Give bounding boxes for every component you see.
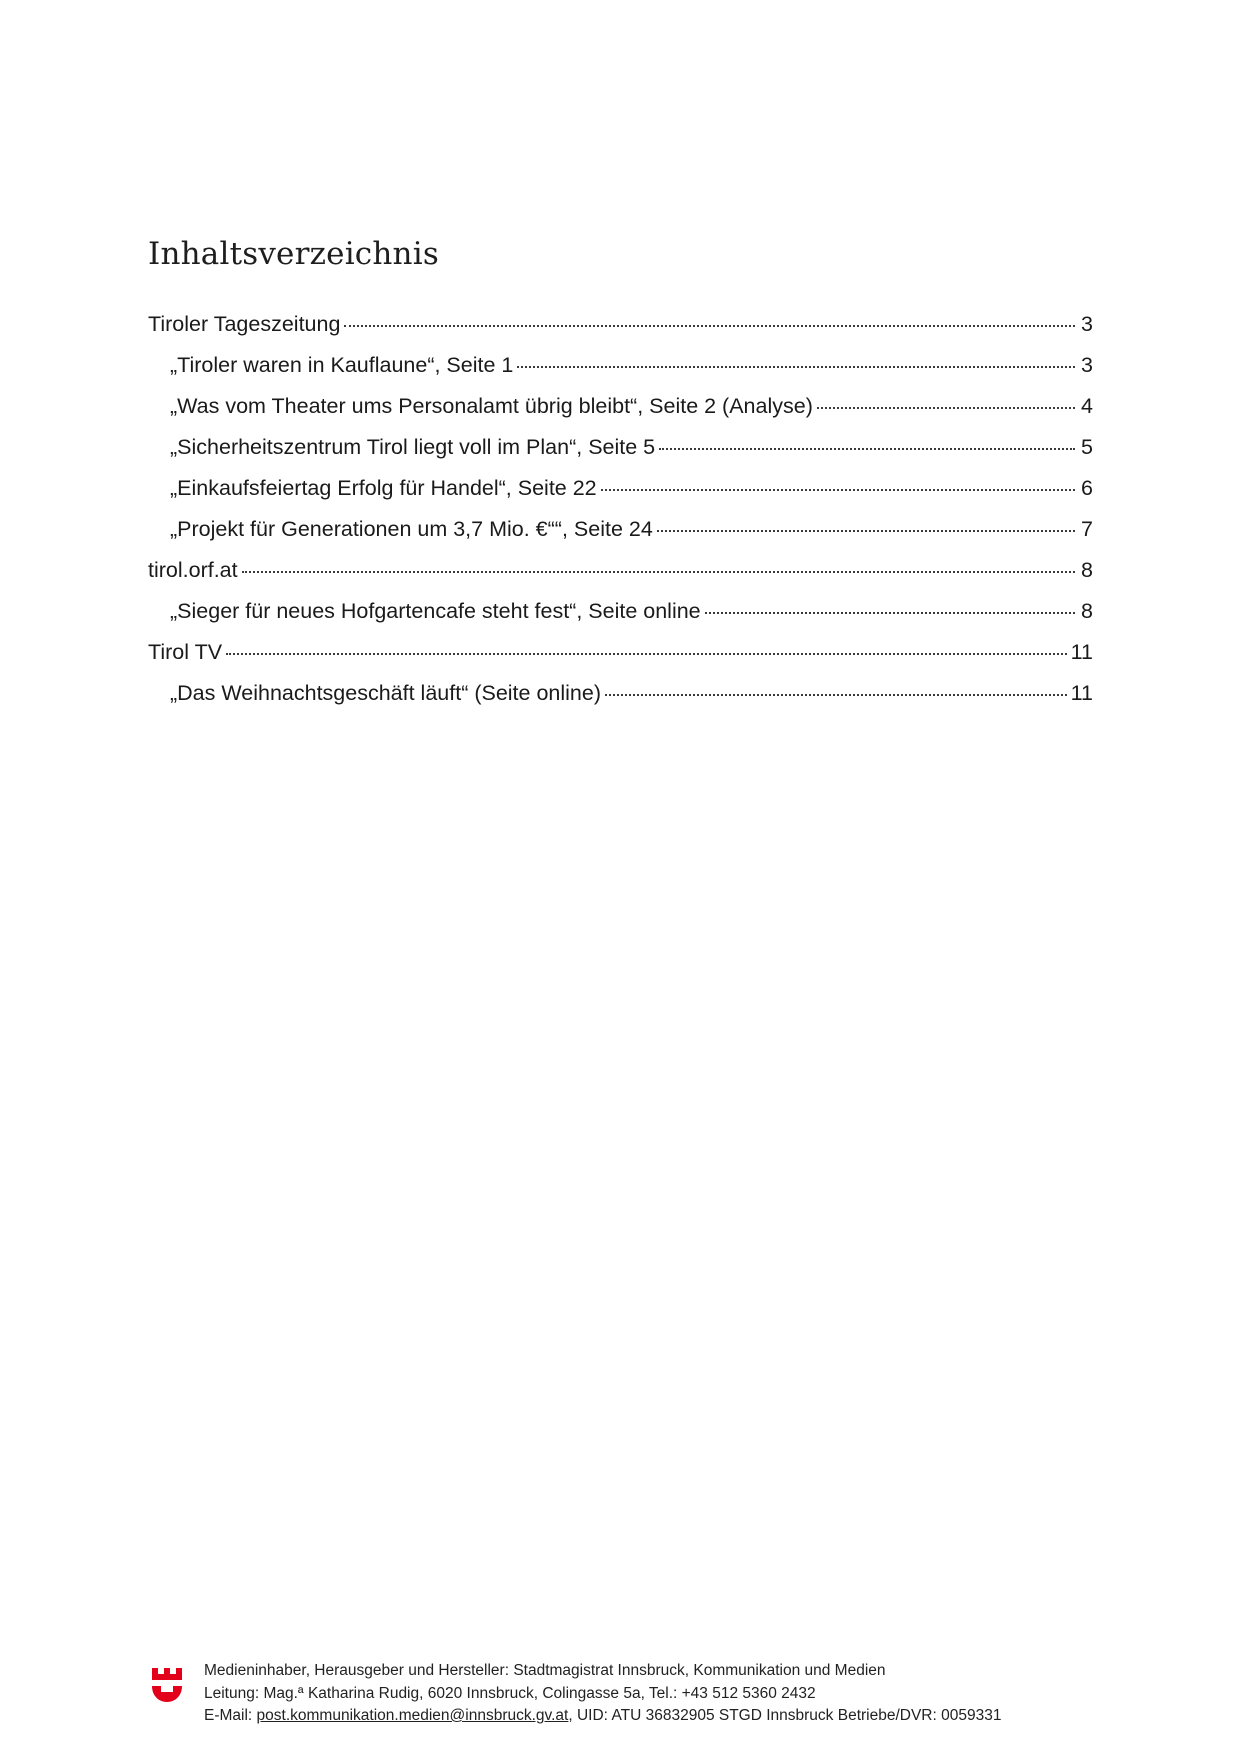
toc-entry-article[interactable] [148,427,1093,468]
table-of-contents [148,304,1093,714]
toc-page-number: 11 [1070,640,1093,664]
toc-entry-article[interactable] [148,673,1093,714]
innsbruck-logo-icon [150,1664,184,1704]
page-title: Inhaltsverzeichnis [148,236,439,272]
toc-dot-leader [226,653,1067,655]
toc-entry-label: tirol.orf.at [148,558,238,582]
footer-line-email [204,1705,1001,1728]
footer-uid-text: , UID: ATU 36832905 STGD Innsbruck Betriebe/DVR: 0059331 [568,1707,1002,1724]
toc-dot-leader [605,694,1067,696]
toc-dot-leader [657,530,1075,532]
toc-entry-section[interactable] [148,632,1093,673]
toc-dot-leader [659,448,1075,450]
toc-entry-article[interactable] [148,468,1093,509]
toc-page-number: 7 [1081,517,1093,541]
footer-line-publisher: Medieninhaber, Herausgeber und Hersteller: Stadtmagistrat Innsbruck, Kommunikation und Medien [204,1662,886,1679]
footer-email-prefix: E-Mail: [204,1707,257,1724]
footer-email-link[interactable]: post.kommunikation.medien@innsbruck.gv.at [256,1707,569,1724]
toc-entry-label: „Einkaufsfeiertag Erfolg für Handel“, Seite 22 [170,476,597,500]
toc-dot-leader [517,366,1075,368]
toc-entry-article[interactable] [148,386,1093,427]
toc-entry-label: Tiroler Tageszeitung [148,312,341,336]
toc-dot-leader [601,489,1075,491]
toc-entry-label: Tirol TV [148,640,223,664]
toc-page-number: 3 [1081,353,1093,377]
toc-entry-section[interactable] [148,550,1093,591]
toc-dot-leader [817,407,1075,409]
toc-entry-label: „Tiroler waren in Kauflaune“, Seite 1 [170,353,514,377]
footer-line-contact: Leitung: Mag.ª Katharina Rudig, 6020 Innsbruck, Colingasse 5a, Tel.: +43 512 5360 2432 [204,1684,816,1702]
toc-entry-label: „Das Weihnachtsgeschäft läuft“ (Seite online) [170,681,602,705]
toc-page-number: 8 [1081,599,1093,623]
toc-entry-label: „Sicherheitszentrum Tirol liegt voll im Plan“, Seite 5 [170,435,656,459]
toc-dot-leader [344,325,1075,327]
toc-page-number: 4 [1081,394,1093,418]
toc-dot-leader [242,571,1075,573]
toc-entry-label: „Was vom Theater ums Personalamt übrig bleibt“, Seite 2 (Analyse) [170,394,813,418]
toc-entry-section[interactable] [148,304,1093,345]
toc-page-number: 6 [1081,476,1093,500]
footer [150,1660,1001,1728]
toc-entry-label: „Projekt für Generationen um 3,7 Mio. €““, Seite 24 [170,517,653,541]
toc-page-number: 11 [1070,681,1093,705]
toc-entry-article[interactable] [148,509,1093,550]
toc-entry-article[interactable] [148,591,1093,632]
toc-entry-article[interactable] [148,345,1093,386]
toc-page-number: 5 [1081,435,1093,459]
toc-page-number: 8 [1081,558,1093,582]
toc-page-number: 3 [1081,312,1093,336]
toc-entry-label: „Sieger für neues Hofgartencafe steht fest“, Seite online [170,599,701,623]
toc-dot-leader [705,612,1075,614]
